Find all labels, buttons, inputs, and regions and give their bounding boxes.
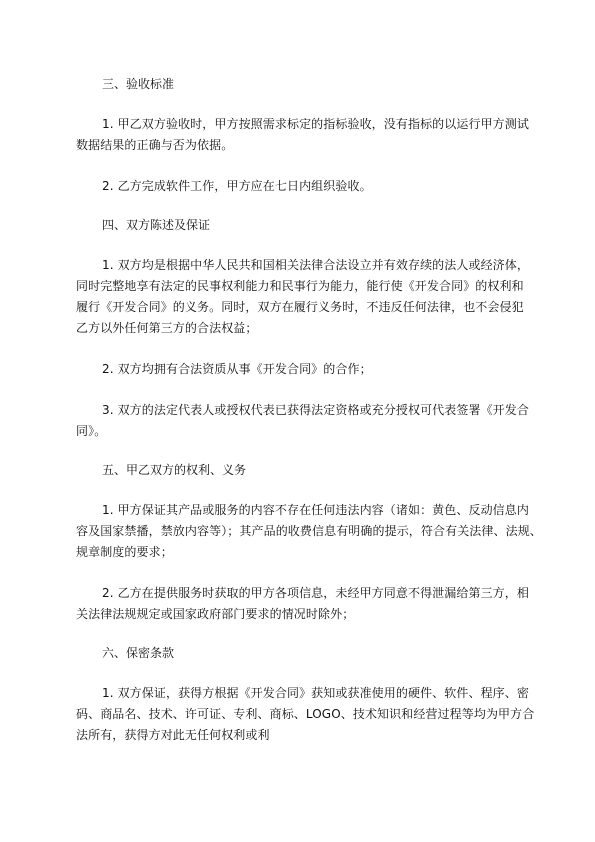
section-heading-rights-obligations: 五、甲乙双方的权利、义务 (102, 463, 247, 477)
section-heading-representations: 四、双方陈述及保证 (102, 218, 211, 232)
paragraph-representations-1 (76, 255, 529, 339)
paragraph-confidentiality-1 (76, 683, 535, 746)
paragraph-acceptance-1 (76, 114, 529, 156)
text-line: 同时完整地享有法定的民事权利能力和民事行为能力，能行使《开发合同》的权利和 (76, 279, 524, 293)
paragraph-acceptance-2 (76, 176, 522, 197)
paragraph-representations-2 (76, 359, 522, 380)
text-line: 数据结果的正确与否为依据。 (76, 138, 234, 152)
text-line: 法所有，获得方对此无任何权利或利 (76, 728, 270, 742)
document-body (76, 76, 542, 746)
text-line: 同》。 (76, 424, 107, 438)
text-line: 1. 甲乙双方验收时，甲方按照需求标定的指标验收，没有指标的以运行甲方测试 (102, 117, 529, 131)
text-line: 1. 双方均是根据中华人民共和国相关法律合法设立并有效存续的法人或经济体， (102, 258, 529, 272)
text-line: 码、商品名、技术、许可证、专利、商标、LOGO、技术知识和经营过程等均为甲方合 (76, 707, 535, 721)
text-line: 3. 双方的法定代表人或授权代表已获得法定资格或充分授权可代表签署《开发合 (102, 403, 529, 417)
text-line: 规章制度的要求； (76, 545, 173, 559)
text-line: 2. 双方均拥有合法资质从事《开发合同》的合作； (102, 362, 372, 376)
text-line: 履行《开发合同》的义务。同时，双方在履行义务时，不违反任何法律，也不会侵犯 (76, 300, 524, 314)
paragraph-rights-2 (76, 583, 529, 625)
text-line: 2. 乙方在提供服务时获取的甲方各项信息，未经甲方同意不得泄漏给第三方，相 (102, 586, 529, 600)
text-line: 容及国家禁播，禁放内容等）；其产品的收费信息有明确的提示，符合有关法律、法规、 (76, 524, 542, 538)
paragraph-rights-1 (76, 500, 542, 563)
paragraph-representations-3 (76, 400, 529, 442)
section-heading-confidentiality: 六、保密条款 (102, 646, 175, 660)
text-line: 关法律法规规定或国家政府部门要求的情况时除外； (76, 607, 355, 621)
text-line: 1. 甲方保证其产品或服务的内容不存在任何违法内容（诸如：黄色、反动信息内 (102, 503, 529, 517)
text-line: 2. 乙方完成软件工作，甲方应在七日内组织验收。 (102, 179, 372, 193)
text-line: 乙方以外任何第三方的合法权益； (76, 321, 258, 335)
text-line: 1. 双方保证，获得方根据《开发合同》获知或获准使用的硬件、软件、程序、密 (102, 686, 529, 700)
section-heading-acceptance: 三、验收标准 (102, 77, 175, 91)
